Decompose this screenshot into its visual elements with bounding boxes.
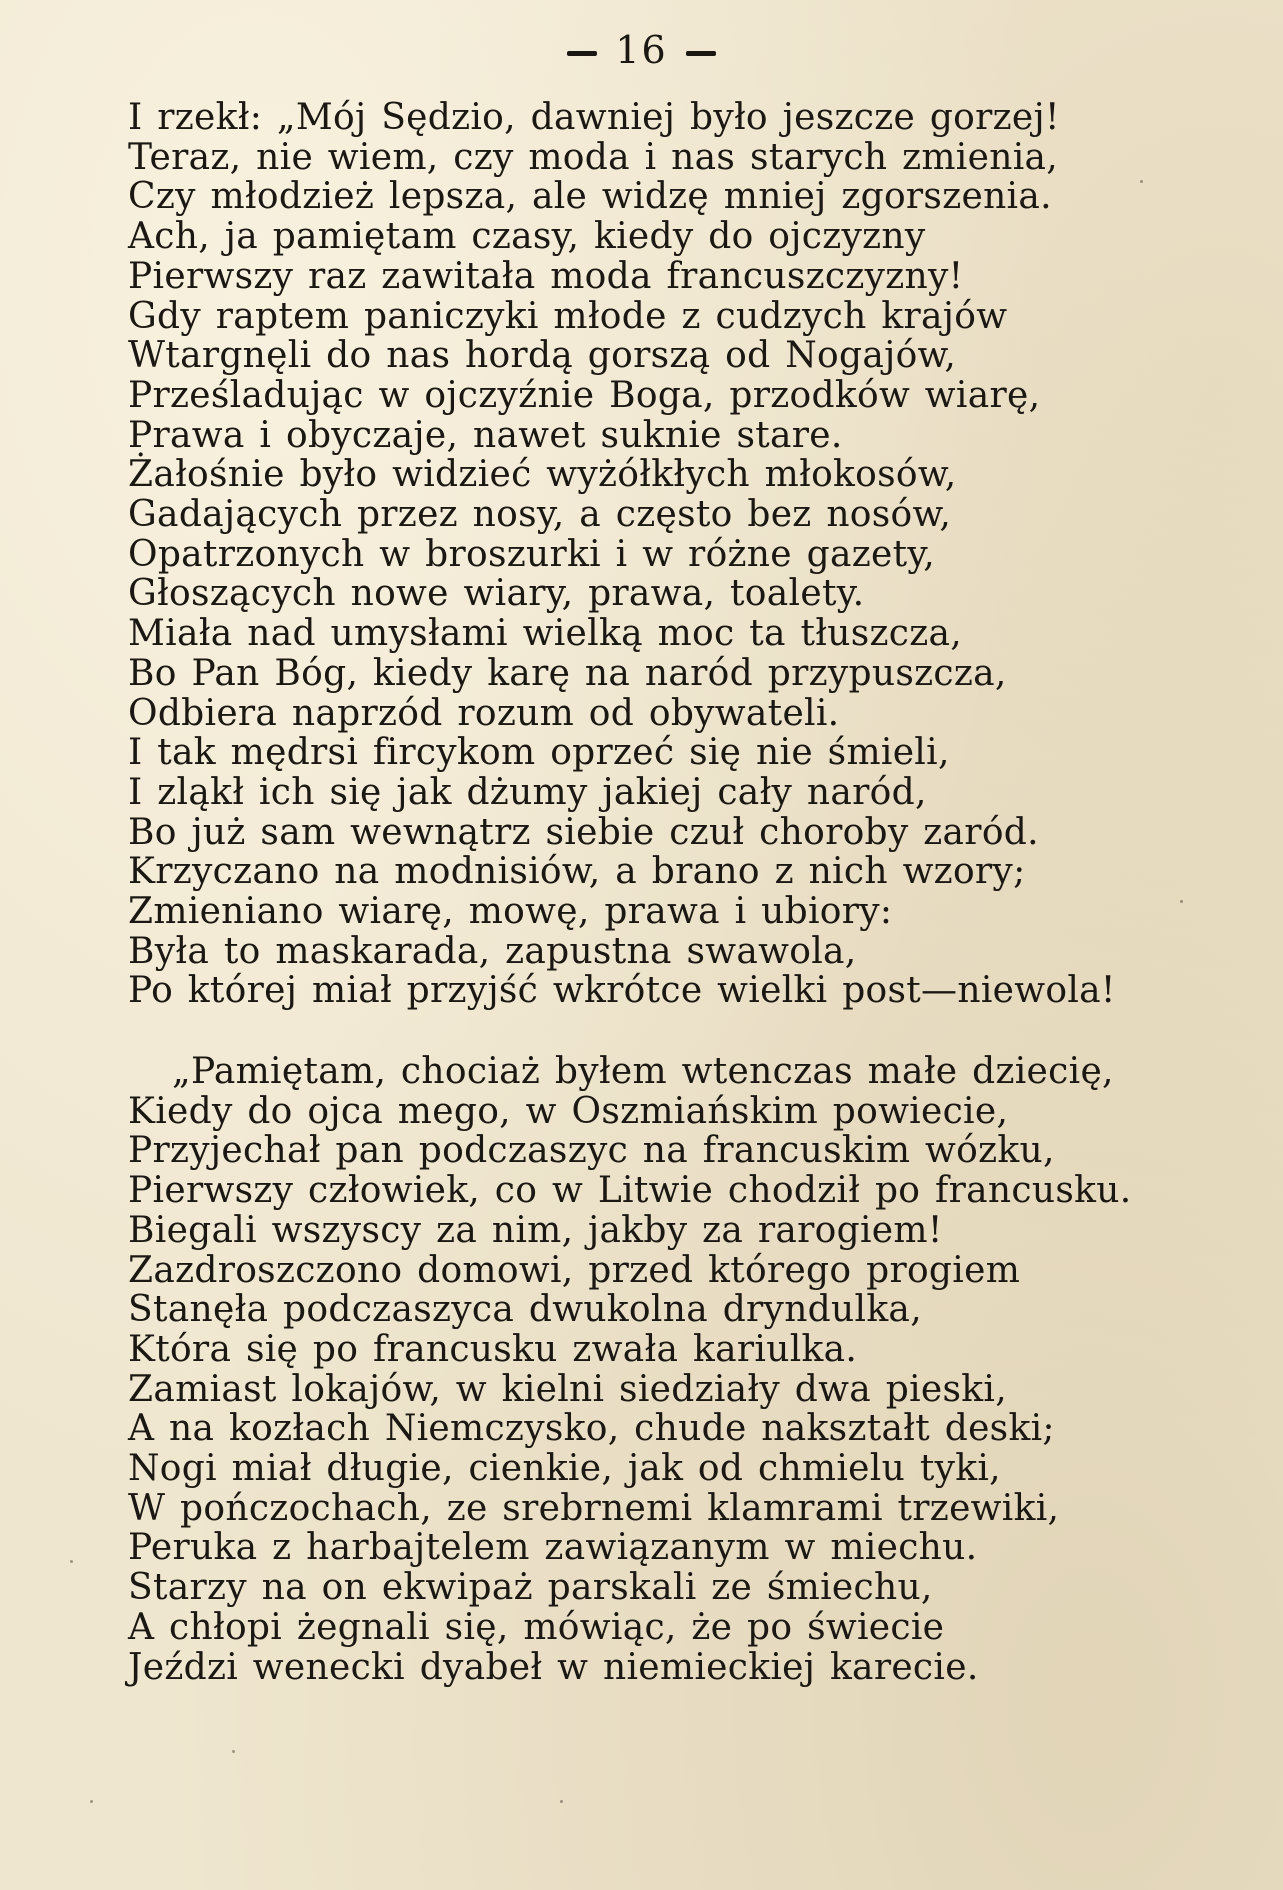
paper-speck (90, 1800, 93, 1803)
poem-line: Ach, ja pamiętam czasy, kiedy do ojczyzny (128, 216, 926, 258)
poem-line: Bo Pan Bóg, kiedy karę na naród przypuszcza, (128, 652, 1007, 694)
poem-line: Teraz, nie wiem, czy moda i nas starych zmienia, (128, 136, 1059, 178)
poem-line: Prześladując w ojczyźnie Boga, przodków wiarę, (128, 374, 1041, 416)
poem-line: Prawa i obyczaje, nawet suknie stare. (128, 414, 843, 456)
poem-line: Zazdroszczono domowi, przed którego progiem (128, 1249, 1021, 1291)
poem-line: A na kozłach Niemczysko, chude nakształt deski; (128, 1408, 1055, 1450)
poem-line: Gdy raptem paniczyki młode z cudzych krajów (128, 295, 1008, 337)
poem-line: „Pamiętam, chociaż byłem wtenczas małe dziecię, (172, 1051, 1114, 1092)
header-dash-right (686, 51, 716, 56)
poem-line: Miała nad umysłami wielką moc ta tłuszcza, (128, 613, 962, 655)
header-dash-left (567, 51, 597, 56)
paper-speck (70, 1560, 73, 1563)
poem-line: Odbiera naprzód rozum od obywateli. (128, 692, 840, 734)
poem-line: Wtargnęli do nas hordą gorszą od Nogajów, (128, 335, 957, 377)
poem-line: Opatrzonych w broszurki i w różne gazety, (128, 533, 935, 575)
poem-line: Jeździ wenecki dyabeł w niemieckiej karecie. (128, 1646, 979, 1688)
poem-line: Po której miał przyjść wkrótce wielki post—niewola! (128, 970, 1116, 1012)
paper-speck (232, 1750, 235, 1753)
poem-line: Pierwszy człowiek, co w Litwie chodził po francusku. (128, 1170, 1132, 1212)
poem-line: Żałośnie było widzieć wyżółkłych młokosów, (128, 454, 957, 496)
poem-line: Starzy na on ekwipaż parskali ze śmiechu, (128, 1567, 933, 1609)
poem-line: Która się po francusku zwała kariulka. (128, 1328, 858, 1370)
poem-line: Stanęła podczaszyca dwukolna dryndulka, (128, 1289, 922, 1331)
paper-speck (560, 1800, 563, 1803)
poem-line: Czy młodzież lepsza, ale widzę mniej zgorszenia. (128, 176, 1052, 218)
poem-line: Zmieniano wiarę, mowę, prawa i ubiory: (128, 891, 893, 933)
poem-line: Przyjechał pan podczaszyc na francuskim wózku, (128, 1130, 1055, 1172)
poem-stanza-1 (128, 98, 1128, 1011)
poem-line: I rzekł: „Mój Sędzio, dawniej było jeszcze gorzej! (128, 97, 1060, 138)
poem-line: Gadających przez nosy, a często bez nosów, (128, 494, 952, 536)
poem-line: Nogi miał długie, cienkie, jak od chmielu tyki, (128, 1448, 1001, 1490)
poem-line: Peruka z harbajtelem zawiązanym w miechu. (128, 1527, 978, 1569)
poem-stanza-2 (128, 1051, 1132, 1688)
poem-line: Głoszących nowe wiary, prawa, toalety. (128, 573, 865, 615)
poem-line: Zamiast lokajów, w kielni siedziały dwa pieski, (128, 1368, 1007, 1410)
poem-line: Biegali wszyscy za nim, jakby za rarogiem! (128, 1209, 943, 1251)
poem-line: Kiedy do ojca mego, w Oszmiańskim powiecie, (128, 1090, 1009, 1132)
poem-line: A chłopi żegnali się, mówiąc, że po świecie (128, 1606, 945, 1648)
poem-line: Pierwszy raz zawitała moda francuszczyzny! (128, 255, 964, 297)
poem-line: Krzyczano na modnisiów, a brano z nich wzory; (128, 851, 1026, 893)
paper-speck (1180, 900, 1183, 903)
paper-speck (1020, 200, 1023, 203)
poem-line: Była to maskarada, zapustna swawola, (128, 930, 857, 972)
poem-line: Bo już sam wewnątrz siebie czuł choroby zaród. (128, 811, 1039, 853)
poem-line: W pończochach, ze srebrnemi klamrami trzewiki, (128, 1487, 1060, 1529)
poem-line: I zląkł ich się jak dżumy jakiej cały naród, (128, 771, 927, 813)
page-header (0, 28, 1283, 72)
paper-speck (1140, 180, 1143, 183)
poem-line: I tak mędrsi fircykom oprzeć się nie śmieli, (128, 732, 950, 774)
page-number: 16 (615, 28, 668, 72)
